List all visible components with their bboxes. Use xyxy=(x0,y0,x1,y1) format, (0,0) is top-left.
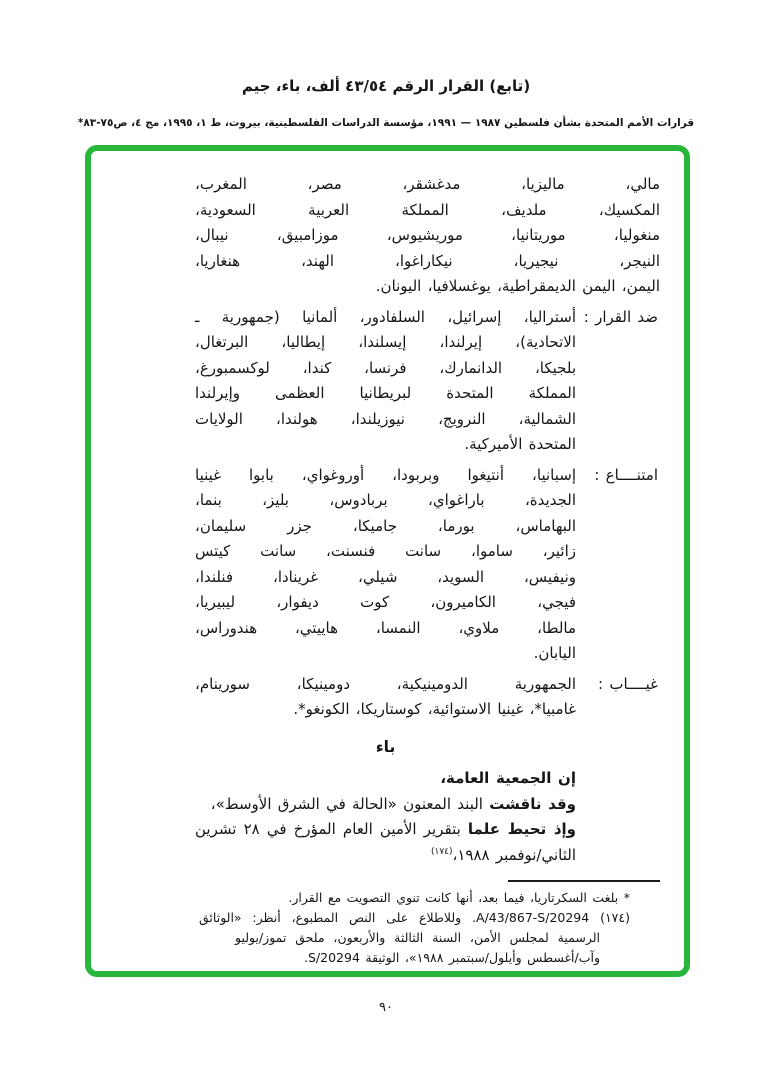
vote-against-line: الاتحادية)، إيرلندا، إيسلندا، إيطاليا، البرتغال، xyxy=(195,333,576,351)
vote-against-label: ضد القرار : xyxy=(583,307,658,326)
page-number: ٩٠ xyxy=(379,1000,393,1015)
vote-against-line: بلجيكا، الدانمارك، فرنسا، كندا، لوكسمبورغ، xyxy=(195,358,576,377)
paragraph-rest: البند المعنون «الحالة في الشرق الأوسط»، xyxy=(210,794,490,813)
continuation-line: منغوليا، موريتانيا، موريشيوس، موزامبيق، نيبال، xyxy=(195,226,660,244)
continuation-line: النيجر، نيجيريا، نيكاراغوا، الهند، هنغاريا، xyxy=(195,251,660,270)
paragraph-rest: بتقرير الأمين العام المؤرخ في ٢٨ تشرين xyxy=(195,820,468,838)
footnote-separator-rule xyxy=(508,880,660,882)
vote-block-absent xyxy=(195,672,660,723)
vote-abstain-line: البهاماس، بورما، جاميكا، جزر سليمان، xyxy=(195,516,576,535)
vote-abstain-line: زائير، ساموا، سانت فنسنت، سانت كيتس xyxy=(195,542,576,560)
footnote-174-line: وآب/أغسطس وأيلول/سبتمبر ١٩٨٨»، الوثيقة S/20294. xyxy=(304,950,600,965)
preamble-considered-line xyxy=(195,792,576,818)
continuation-line: اليمن، اليمن الديمقراطية، يوغسلافيا، اليونان. xyxy=(375,277,660,295)
vote-abstain-line: ونيفيس، السويد، شيلي، غرينادا، فنلندا، xyxy=(195,567,576,586)
vote-against-line: الشمالية، النرويج، نيوزيلندا، هولندا، الولايات xyxy=(195,409,576,428)
vote-block-against xyxy=(195,305,660,458)
vote-against-line: المتحدة الأميركية. xyxy=(464,435,576,453)
footnote-ref-174: (١٧٤) xyxy=(430,846,453,857)
vote-absent-line: غامبيا*، غينيا الاستوائية، كوستاريكا، الكونغو*. xyxy=(293,700,576,718)
vote-absent-line: الجمهورية الدومينيكية، دومينيكا، سورينام، xyxy=(195,674,576,693)
paragraph-lead: وقد ناقشت xyxy=(489,794,576,813)
vote-abstain-line: مالطا، ملاوي، النمسا، هاييتي، هندوراس، xyxy=(195,618,576,637)
vote-abstain-label: امتنــــاع : xyxy=(594,465,658,484)
source-citation: قرارات الأمم المتحدة بشأن فلسطين ١٩٨٧ — ١٩٩١، مؤسسة الدراسات الفلسطينية، بيروت، ط ١، ١٩٩٥، مج ٤، ص٧٥-٨٣* xyxy=(77,117,695,129)
continuation-list-block xyxy=(195,172,660,300)
paragraph-lead: وإذ تحيط علما xyxy=(467,820,576,838)
vote-block-abstain xyxy=(195,463,660,667)
preamble-noting-line xyxy=(195,817,576,843)
continuation-line: المكسيك، ملديف، المملكة العربية السعودية، xyxy=(195,200,660,219)
vote-abstain-line: فيجي، الكاميرون، كوت ديفوار، ليبيريا، xyxy=(195,593,576,611)
footnote-174-line: (١٧٤) A/43/867-S/20294. وللاطلاع على النص المطبوع، أنظر: «الوثائق xyxy=(199,910,630,925)
vote-against-line: المملكة المتحدة لبريطانيا العظمى وإيرلندا xyxy=(195,384,576,402)
document-content xyxy=(195,172,660,968)
footnote-174-line: الرسمية لمجلس الأمن، السنة الثالثة والأربعون، ملحق تموز/يوليو xyxy=(235,930,600,945)
section-heading-ba: باء xyxy=(375,737,396,756)
vote-against-line: أستراليا، إسرائيل، السلفادور، ألمانيا (جمهورية ـ xyxy=(195,307,576,326)
preamble-noting-wrap-line xyxy=(195,843,576,869)
paragraph-rest: الثاني/نوفمبر ١٩٨٨، xyxy=(452,845,576,864)
footnotes-area xyxy=(195,880,660,968)
preamble-opening-line: إن الجمعية العامة، xyxy=(440,769,576,787)
vote-abstain-line: الجديدة، باراغواي، بربادوس، بليز، بنما، xyxy=(195,491,576,509)
vote-abstain-line: إسبانيا، أنتيغوا وبربودا، أوروغواي، بابوا غينيا xyxy=(195,465,576,484)
preamble-paragraphs xyxy=(195,766,576,868)
continuation-line: مالي، ماليزيا، مدغشقر، مصر، المغرب، xyxy=(195,175,660,193)
vote-abstain-line: اليابان. xyxy=(533,644,576,662)
vote-absent-label: غيــــاب : xyxy=(598,674,658,693)
page-title: (تابع) القرار الرقم ٤٣/٥٤ ألف، باء، جيم xyxy=(241,77,531,95)
footnote-asterisk: * بلغت السكرتاريا، فيما بعد، أنها كانت تنوي التصويت مع القرار. xyxy=(288,890,630,905)
